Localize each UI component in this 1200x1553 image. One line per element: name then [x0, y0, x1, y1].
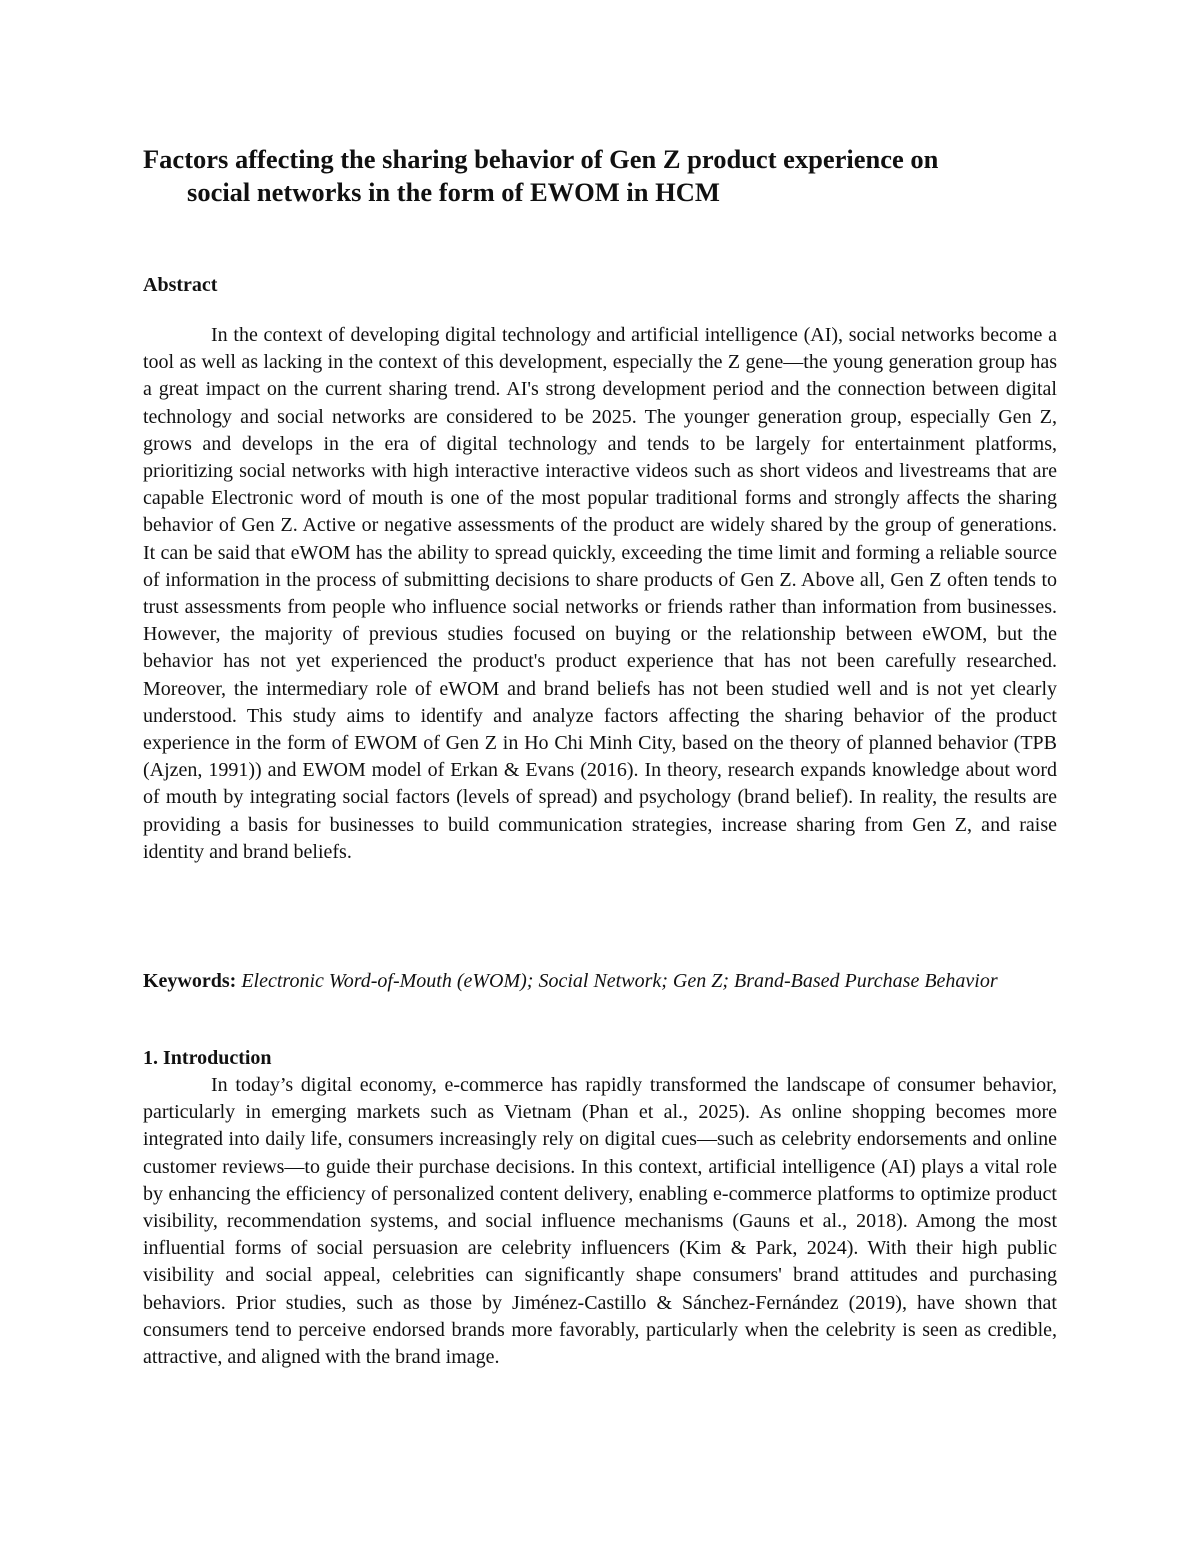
introduction-heading: 1. Introduction [143, 1047, 272, 1069]
paper-title-line-2: social networks in the form of EWOM in HCM [187, 177, 720, 207]
paper-title-line-1: Factors affecting the sharing behavior of Gen Z product experience on [143, 144, 939, 174]
keywords-text: Electronic Word-of-Mouth (eWOM); Social Network; Gen Z; Brand-Based Purchase Behavior [241, 970, 998, 992]
introduction-paragraph: In today’s digital economy, e-commerce has rapidly transformed the landscape of consumer behavior, particularly in emerging markets such as Vietnam (Phan et al., 2025). As online shopping becomes more integrated into daily life, consumers increasingly rely on digital cues—such as celebrity endorsements and online customer reviews—to guide their purchase decisions. In this context, artificial intelligence (AI) plays a vital role by enhancing the efficiency of personalized content delivery, enabling e-commerce platforms to optimize product visibility, recommendation systems, and social influence mechanisms (Gauns et al., 2018). Among the most influential forms of social persuasion are celebrity influencers (Kim & Park, 2024). With their high public visibility and social appeal, celebrities can significantly shape consumers' brand attitudes and purchasing behaviors. Prior studies, such as those by Jiménez-Castillo & Sánchez-Fernández (2019), have shown that consumers tend to perceive endorsed brands more favorably, particularly when the celebrity is seen as credible, attractive, and aligned with the brand image. [143, 1074, 1057, 1369]
abstract-heading: Abstract [143, 274, 218, 296]
keywords-label: Keywords: [143, 970, 237, 992]
abstract-paragraph: In the context of developing digital technology and artificial intelligence (AI), social networks become a tool as well as lacking in the context of this development, especially the Z gene—the young generation group has a great impact on the current sharing trend. AI's strong development period and the connection between digital technology and social networks are considered to be 2025. The younger generation group, especially Gen Z, grows and develops in the era of digital technology and tends to be largely for entertainment platforms, prioritizing social networks with high interactive interactive videos such as short videos and livestreams that are capable Electronic word of mouth is one of the most popular traditional forms and strongly affects the sharing behavior of Gen Z. Active or negative assessments of the product are widely shared by the group of generations. It can be said that eWOM has the ability to spread quickly, exceeding the time limit and forming a reliable source of information in the process of submitting decisions to share products of Gen Z. Above all, Gen Z often tends to trust assessments from people who influence social networks or friends rather than information from businesses. However, the majority of previous studies focused on buying or the relationship between eWOM, but the behavior has not yet experienced the product's product experience that has not been carefully researched. Moreover, the intermediary role of eWOM and brand beliefs has not been studied well and is not yet clearly understood. This study aims to identify and analyze factors affecting the sharing behavior of the product experience in the form of EWOM of Gen Z in Ho Chi Minh City, based on the theory of planned behavior (TPB (Ajzen, 1991)) and EWOM model of Erkan & Evans (2016). In theory, research expands knowledge about word of mouth by integrating social factors (levels of spread) and psychology (brand belief). In reality, the results are providing a basis for businesses to build communication strategies, increase sharing from Gen Z, and raise identity and brand beliefs. [143, 324, 1057, 863]
paper-title [143, 143, 1057, 209]
keywords-line [143, 968, 1057, 995]
